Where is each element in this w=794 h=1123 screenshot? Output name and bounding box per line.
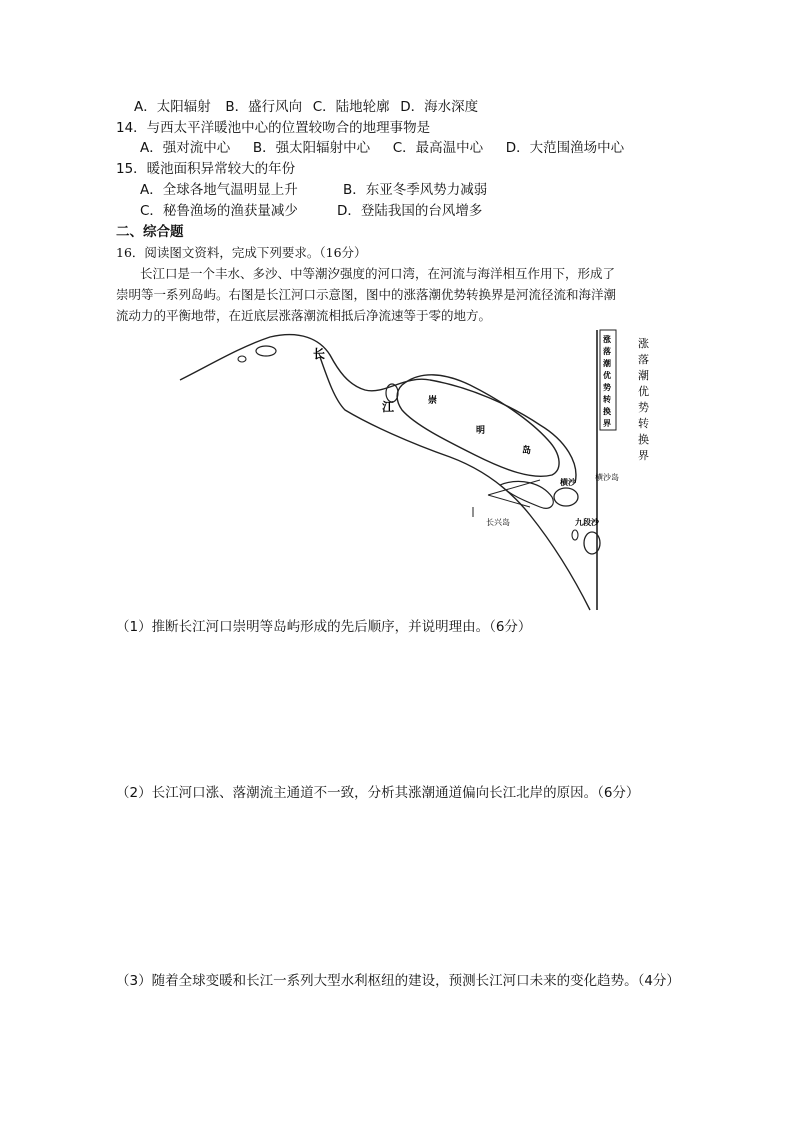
boundary-side-char: 涨 <box>638 337 649 350</box>
q13-options <box>134 98 478 116</box>
boundary-side-char: 潮 <box>638 369 649 382</box>
leader-line <box>488 495 530 507</box>
small-island <box>256 346 276 356</box>
q16-stem: 16．阅读图文资料，完成下列要求。（16分） <box>116 245 367 260</box>
boundary-side-char: 落 <box>638 353 649 366</box>
q15-option-d: D．登陆我国的台风增多 <box>337 203 483 219</box>
q14-option-d: D．大范围渔场中心 <box>505 140 625 156</box>
yangtze-estuary-map <box>170 325 670 615</box>
q16-paragraph-line2: 崇明等一系列岛屿。右图是长江河口示意图，图中的涨落潮优势转换界是河流径流和海洋潮 <box>116 287 617 302</box>
boundary-side-char: 势 <box>638 401 649 414</box>
map-label-changxing: 长兴岛 <box>486 518 510 527</box>
boundary-box-char: 势 <box>603 383 611 392</box>
map-label-jiang: 江 <box>382 400 395 414</box>
q16-subquestion-2: （2）长江河口涨、落潮流主通道不一致，分析其涨潮通道偏向长江北岸的原因。（6分） <box>116 785 640 801</box>
q13-option-b: B．盛行风向 <box>225 99 303 115</box>
map-label-hengsha: 横沙 <box>560 478 576 487</box>
q16-paragraph-line1: 长江口是一个丰水、多沙、中等潮汐强度的河口湾，在河流与海洋相互作用下，形成了 <box>140 266 616 281</box>
boundary-box-char: 转 <box>603 395 611 404</box>
q15-option-a: A．全球各地气温明显上升 <box>140 182 298 198</box>
changxing-island-outline <box>500 481 553 508</box>
q16-subquestion-1: （1）推断长江河口崇明等岛屿形成的先后顺序，并说明理由。（6分） <box>116 619 532 635</box>
boundary-side-char: 优 <box>638 385 649 398</box>
boundary-box-char: 换 <box>603 407 611 416</box>
q15-option-c: C．秘鲁渔场的渔获量减少 <box>140 203 298 219</box>
map-label-chang: 长 <box>313 347 326 361</box>
boundary-box-char: 优 <box>603 371 611 380</box>
q14-option-b: B．强太阳辐射中心 <box>252 140 371 156</box>
q15-stem: 15．暖池面积异常较大的年份 <box>116 161 296 177</box>
q13-option-c: C．陆地轮廓 <box>312 99 390 115</box>
south-bank-line <box>320 357 590 610</box>
map-label-chong: 崇 <box>428 396 438 406</box>
jiuduansha-small-shoal <box>572 530 578 540</box>
map-label-hengsha-island: 横沙岛 <box>595 473 619 482</box>
q14-option-a: A．强对流中心 <box>140 140 231 156</box>
boundary-side-char: 换 <box>638 433 649 446</box>
q13-option-d: D．海水深度 <box>400 99 479 115</box>
q14-option-c: C．最高温中心 <box>392 140 484 156</box>
boundary-box-char: 界 <box>603 419 611 428</box>
map-label-jiuduansha: 九段沙 <box>575 518 599 527</box>
map-label-dao: 岛 <box>522 446 532 456</box>
boundary-box-char: 潮 <box>603 359 611 368</box>
q14-stem: 14．与西太平洋暖池中心的位置较吻合的地理事物是 <box>116 120 431 136</box>
q16-subquestion-3: （3）随着全球变暖和长江一系列大型水利枢纽的建设，预测长江河口未来的变化趋势。（4分） <box>116 973 680 989</box>
q15-option-b: B．东亚冬季风势力减弱 <box>343 182 488 198</box>
small-island <box>238 356 246 362</box>
boundary-side-char: 界 <box>638 449 649 462</box>
boundary-box-char: 涨 <box>603 335 611 344</box>
q16-paragraph-line3: 流动力的平衡地带，在近底层涨落潮流相抵后净流速等于零的地方。 <box>116 308 492 323</box>
hengsha-island-outline <box>554 488 578 506</box>
map-label-ming: 明 <box>476 426 486 436</box>
section-title: 二、综合题 <box>116 224 184 240</box>
q13-option-a: A．太阳辐射 <box>134 99 211 115</box>
q14-options <box>140 139 624 157</box>
boundary-box-char: 落 <box>603 347 611 356</box>
boundary-side-char: 转 <box>638 417 649 430</box>
